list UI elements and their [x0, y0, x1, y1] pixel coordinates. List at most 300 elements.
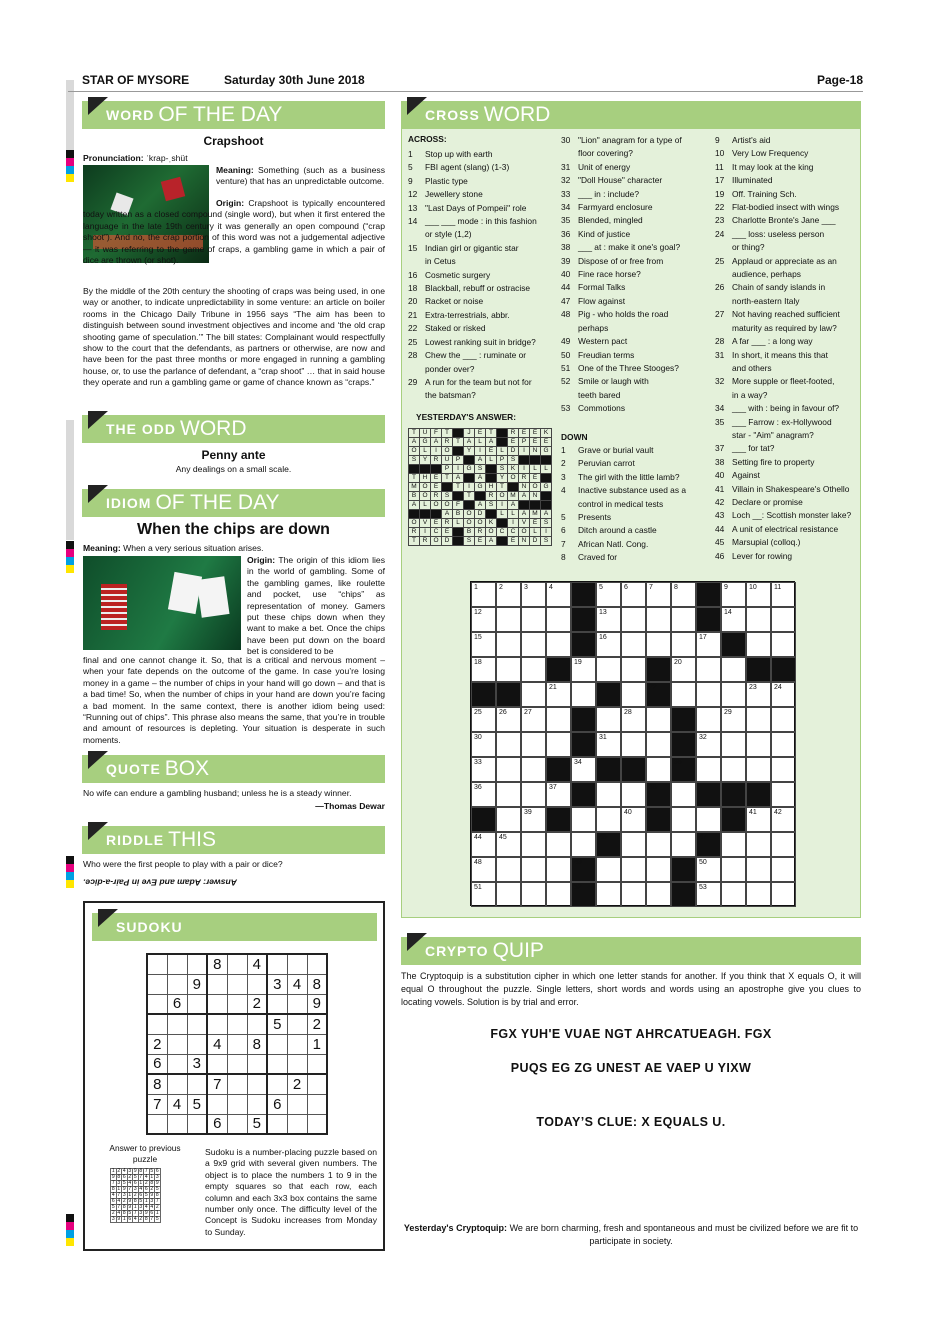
sudoku-cell[interactable]	[287, 1014, 307, 1034]
crossword-cell[interactable]	[496, 857, 521, 882]
sudoku-cell[interactable]	[227, 1054, 247, 1074]
sudoku-cell[interactable]: 3	[187, 1054, 207, 1074]
crossword-cell[interactable]	[746, 632, 771, 657]
answer-cell	[453, 537, 464, 546]
clue-number: 44	[715, 523, 725, 534]
crossword-cell[interactable]	[771, 832, 796, 857]
crossword-cell[interactable]	[496, 882, 521, 907]
crossword-cell[interactable]	[646, 857, 671, 882]
crossword-cell[interactable]	[596, 857, 621, 882]
crossword-cell[interactable]	[546, 782, 571, 807]
sudoku-cell[interactable]	[187, 1014, 207, 1034]
crossword-cell[interactable]	[621, 607, 646, 632]
sudoku-cell[interactable]: 3	[267, 974, 287, 994]
crossword-cell[interactable]	[546, 632, 571, 657]
crossword-cell[interactable]	[696, 882, 721, 907]
sudoku-cell[interactable]	[147, 1014, 167, 1034]
clue	[715, 228, 857, 241]
sudoku-cell[interactable]: 1	[307, 1034, 327, 1054]
crossword-cell[interactable]	[496, 732, 521, 757]
clue-text: or thing?	[732, 242, 765, 253]
crossword-cell[interactable]	[696, 657, 721, 682]
crossword-cell[interactable]	[646, 732, 671, 757]
sudoku-cell[interactable]: 8	[207, 954, 227, 974]
clue-number: 51	[561, 362, 571, 373]
cell-number: 41	[749, 809, 757, 816]
clue-text: Peruvian carrot	[578, 458, 635, 469]
clue-number: 12	[408, 189, 418, 200]
crossword-cell[interactable]	[471, 857, 496, 882]
sudoku-cell[interactable]	[287, 1054, 307, 1074]
sudoku-cell[interactable]	[167, 1074, 187, 1094]
crossword-cell[interactable]	[471, 607, 496, 632]
cell-number: 51	[474, 884, 482, 891]
crossword-cell[interactable]	[771, 807, 796, 832]
answer-cell: B	[464, 528, 475, 537]
crossword-cell[interactable]	[596, 782, 621, 807]
crossword-cell[interactable]	[746, 607, 771, 632]
sudoku-cell[interactable]	[227, 1094, 247, 1114]
crossword-cell[interactable]	[621, 882, 646, 907]
sudoku-cell[interactable]	[227, 1034, 247, 1054]
crossword-cell[interactable]	[596, 707, 621, 732]
sudoku-cell[interactable]	[307, 1114, 327, 1134]
sudoku-cell[interactable]	[207, 1014, 227, 1034]
answer-cell: 1	[155, 1210, 159, 1216]
crossword-cell[interactable]	[721, 582, 746, 607]
sudoku-cell[interactable]: 5	[247, 1114, 267, 1134]
crossword-cell[interactable]	[471, 882, 496, 907]
crossword-cell[interactable]	[721, 857, 746, 882]
crossword-cell[interactable]	[646, 882, 671, 907]
crossword-cell[interactable]	[671, 582, 696, 607]
crossword-cell[interactable]	[596, 582, 621, 607]
crossword-cell[interactable]	[496, 707, 521, 732]
sudoku-cell[interactable]	[307, 954, 327, 974]
sudoku-cell[interactable]	[167, 974, 187, 994]
crossword-cell[interactable]	[646, 707, 671, 732]
crossword-cell[interactable]	[496, 632, 521, 657]
sudoku-cell[interactable]: 4	[287, 974, 307, 994]
sudoku-cell[interactable]	[207, 994, 227, 1014]
sudoku-cell[interactable]	[247, 1094, 267, 1114]
answer-cell: L	[453, 519, 464, 528]
sudoku-cell[interactable]	[167, 1054, 187, 1074]
crossword-cell[interactable]	[696, 632, 721, 657]
crossword-cell[interactable]	[596, 632, 621, 657]
answer-cell: 4	[144, 1174, 148, 1180]
sudoku-cell[interactable]	[247, 1054, 267, 1074]
crossword-cell[interactable]	[546, 682, 571, 707]
crossword-grid[interactable]	[470, 581, 795, 906]
answer-cell: O	[409, 519, 420, 528]
crossword-cell[interactable]	[521, 882, 546, 907]
answer-cell: 1	[117, 1186, 121, 1192]
crossword-cell[interactable]	[721, 682, 746, 707]
crossword-cell[interactable]	[521, 707, 546, 732]
sudoku-cell[interactable]	[267, 954, 287, 974]
sudoku-cell[interactable]	[147, 954, 167, 974]
answer-cell: N	[530, 447, 541, 456]
clue-text: ___ in : include?	[578, 188, 639, 199]
crossword-cell[interactable]	[496, 782, 521, 807]
crossword-cell[interactable]	[621, 657, 646, 682]
answer-cell: 5	[128, 1210, 132, 1216]
clue-number: 29	[408, 376, 418, 387]
sudoku-cell[interactable]	[167, 1114, 187, 1134]
answer-cell: L	[541, 465, 552, 474]
cell-number: 53	[699, 884, 707, 891]
sudoku-cell[interactable]	[247, 1014, 267, 1034]
clue-text: Racket or noise	[425, 296, 484, 307]
clue-number: 37	[715, 443, 725, 454]
clue-text: Cosmetic surgery	[425, 269, 491, 280]
sudoku-cell[interactable]	[267, 1034, 287, 1054]
cell-number: 13	[599, 609, 607, 616]
clue-text: In short, it means this that	[732, 349, 828, 360]
crossword-cell[interactable]	[596, 882, 621, 907]
sudoku-cell[interactable]	[187, 954, 207, 974]
sudoku-cell[interactable]	[307, 1094, 327, 1114]
crossword-cell[interactable]	[521, 832, 546, 857]
sudoku-cell[interactable]: 4	[207, 1034, 227, 1054]
black-square	[571, 782, 596, 807]
crossword-cell[interactable]	[496, 657, 521, 682]
crossword-cell[interactable]	[521, 807, 546, 832]
cell-number: 29	[724, 709, 732, 716]
answer-cell: 6	[155, 1168, 159, 1174]
crossword-cell[interactable]	[646, 632, 671, 657]
issue-date: Saturday 30th June 2018	[224, 73, 365, 87]
sudoku-cell[interactable]: 2	[247, 994, 267, 1014]
sudoku-cell[interactable]	[267, 1054, 287, 1074]
crossword-cell[interactable]	[546, 607, 571, 632]
crossword-cell[interactable]	[721, 707, 746, 732]
crossword-cell[interactable]	[546, 857, 571, 882]
sudoku-cell[interactable]	[227, 974, 247, 994]
crossword-cell[interactable]	[471, 832, 496, 857]
crossword-cell[interactable]	[521, 782, 546, 807]
answer-cell: E	[431, 483, 442, 492]
sudoku-cell[interactable]	[267, 994, 287, 1014]
crossword-cell[interactable]	[496, 607, 521, 632]
answer-cell: 4	[117, 1198, 121, 1204]
crossword-cell[interactable]	[671, 682, 696, 707]
clue-number: 40	[561, 269, 571, 280]
crossword-cell[interactable]	[671, 607, 696, 632]
sudoku-cell[interactable]: 5	[187, 1094, 207, 1114]
crossword-cell[interactable]	[471, 707, 496, 732]
across-label: ACROSS:	[408, 134, 447, 144]
crossword-cell[interactable]	[746, 707, 771, 732]
sudoku-cell[interactable]	[167, 954, 187, 974]
crossword-cell[interactable]	[646, 832, 671, 857]
answer-cell: 1	[122, 1216, 126, 1222]
clue	[561, 308, 709, 321]
crossword-cell[interactable]	[746, 857, 771, 882]
sudoku-cell[interactable]: 6	[267, 1094, 287, 1114]
crossword-cell[interactable]	[546, 582, 571, 607]
answer-cell: F	[431, 429, 442, 438]
crossword-cell[interactable]	[471, 582, 496, 607]
clue-number: 5	[561, 512, 566, 523]
sudoku-cell[interactable]: 9	[187, 974, 207, 994]
crossword-cell[interactable]	[571, 832, 596, 857]
crossword-cell[interactable]	[696, 807, 721, 832]
sudoku-cell[interactable]: 4	[167, 1094, 187, 1114]
answer-cell: G	[541, 447, 552, 456]
crossword-cell[interactable]	[721, 732, 746, 757]
sudoku-cell[interactable]	[207, 974, 227, 994]
crossword-cell[interactable]	[521, 757, 546, 782]
crossword-cell[interactable]	[621, 807, 646, 832]
crossword-cell[interactable]	[696, 732, 721, 757]
answer-cell: T	[442, 474, 453, 483]
clue	[561, 241, 709, 254]
crossword-cell[interactable]	[521, 857, 546, 882]
crossword-cell[interactable]	[646, 582, 671, 607]
crossword-cell[interactable]	[746, 832, 771, 857]
page-number: Page-18	[816, 73, 863, 87]
answer-cell	[431, 465, 442, 474]
black-square	[721, 782, 746, 807]
sudoku-cell[interactable]	[207, 1054, 227, 1074]
sudoku-cell[interactable]: 2	[147, 1034, 167, 1054]
crossword-cell[interactable]	[671, 632, 696, 657]
black-square	[671, 882, 696, 907]
crossword-cell[interactable]	[471, 757, 496, 782]
sudoku-cell[interactable]: 7	[207, 1074, 227, 1094]
sudoku-cell[interactable]	[227, 954, 247, 974]
sudoku-cell[interactable]: 9	[307, 994, 327, 1014]
answer-cell: 5	[122, 1180, 126, 1186]
black-square	[596, 832, 621, 857]
crossword-cell[interactable]	[521, 582, 546, 607]
sudoku-cell[interactable]	[227, 1114, 247, 1134]
crossword-cell[interactable]	[646, 607, 671, 632]
crossword-cell[interactable]	[771, 782, 796, 807]
crossword-cell[interactable]	[771, 607, 796, 632]
cell-number: 16	[599, 634, 607, 641]
crossword-cell[interactable]	[671, 782, 696, 807]
crossword-cell[interactable]	[621, 732, 646, 757]
sudoku-cell[interactable]	[267, 1114, 287, 1134]
crossword-cell[interactable]	[771, 857, 796, 882]
crossword-cell[interactable]	[746, 682, 771, 707]
clue	[408, 255, 553, 268]
crossword-cell[interactable]	[696, 757, 721, 782]
crossword-cell[interactable]	[746, 582, 771, 607]
crossword-cell[interactable]	[596, 657, 621, 682]
crossword-cell[interactable]	[746, 757, 771, 782]
sudoku-cell[interactable]	[187, 1114, 207, 1134]
crossword-cell[interactable]	[746, 807, 771, 832]
sudoku-cell[interactable]	[287, 954, 307, 974]
black-square	[646, 657, 671, 682]
sudoku-cell[interactable]	[147, 994, 167, 1014]
sudoku-cell[interactable]: 8	[307, 974, 327, 994]
crossword-cell[interactable]	[546, 832, 571, 857]
crossword-cell[interactable]	[696, 857, 721, 882]
answer-cell: T	[409, 537, 420, 546]
answer-cell: M	[409, 483, 420, 492]
sudoku-cell[interactable]: 6	[207, 1114, 227, 1134]
crossword-cell[interactable]	[571, 807, 596, 832]
clue-number: 19	[715, 188, 725, 199]
sudoku-cell[interactable]	[187, 1074, 207, 1094]
crossword-cell[interactable]	[596, 732, 621, 757]
crossword-cell[interactable]	[521, 732, 546, 757]
crossword-cell[interactable]	[621, 582, 646, 607]
sudoku-cell[interactable]	[287, 1094, 307, 1114]
answer-cell	[530, 456, 541, 465]
crossword-cell[interactable]	[671, 807, 696, 832]
sudoku-cell[interactable]	[287, 1114, 307, 1134]
crossword-cell[interactable]	[621, 832, 646, 857]
answer-cell: R	[442, 519, 453, 528]
crossword-cell[interactable]	[646, 757, 671, 782]
sudoku-cell[interactable]	[307, 1074, 327, 1094]
crossword-cell[interactable]	[621, 632, 646, 657]
crossword-cell[interactable]	[496, 807, 521, 832]
answer-cell: L	[508, 510, 519, 519]
crossword-cell[interactable]	[721, 832, 746, 857]
sudoku-cell[interactable]	[167, 1014, 187, 1034]
crossword-cell[interactable]	[471, 732, 496, 757]
crossword-cell[interactable]	[496, 757, 521, 782]
sudoku-cell[interactable]: 8	[147, 1074, 167, 1094]
crossword-cell[interactable]	[746, 882, 771, 907]
crossword-cell[interactable]	[771, 757, 796, 782]
crossword-cell[interactable]	[521, 632, 546, 657]
crossword-cell[interactable]	[521, 657, 546, 682]
crossword-cell[interactable]	[521, 607, 546, 632]
clue-number: 24	[715, 228, 725, 239]
clue-number	[408, 363, 425, 376]
crossword-cell[interactable]	[621, 707, 646, 732]
sudoku-cell[interactable]	[227, 1074, 247, 1094]
crossword-cell[interactable]	[571, 757, 596, 782]
crossword-cell[interactable]	[696, 707, 721, 732]
crossword-cell[interactable]	[696, 682, 721, 707]
clue-text: Stop up with earth	[425, 149, 493, 159]
sudoku-cell[interactable]	[187, 994, 207, 1014]
sudoku-cell[interactable]	[287, 1034, 307, 1054]
clue-text: Very Low Frequency	[732, 148, 809, 159]
sudoku-cell[interactable]	[227, 994, 247, 1014]
crossword-cell[interactable]	[596, 607, 621, 632]
clue	[715, 281, 857, 294]
sudoku-cell[interactable]	[247, 974, 267, 994]
crossword-cell[interactable]	[721, 607, 746, 632]
clue-number: 40	[715, 470, 725, 481]
sudoku-cell[interactable]: 2	[307, 1014, 327, 1034]
crossword-cell[interactable]	[471, 657, 496, 682]
sudoku-cell[interactable]: 5	[267, 1014, 287, 1034]
head-a: WORD	[106, 107, 155, 123]
crossword-cell[interactable]	[546, 732, 571, 757]
sudoku-grid[interactable]	[146, 953, 328, 1135]
sudoku-cell[interactable]	[167, 1034, 187, 1054]
cell-number: 23	[749, 684, 757, 691]
crossword-cell[interactable]	[621, 782, 646, 807]
sudoku-cell[interactable]	[147, 1114, 167, 1134]
clue	[561, 201, 709, 214]
crossword-cell[interactable]	[621, 682, 646, 707]
crossword-cell[interactable]	[621, 857, 646, 882]
crossword-cell[interactable]	[721, 757, 746, 782]
cell-number: 17	[699, 634, 707, 641]
sudoku-cell[interactable]	[187, 1034, 207, 1054]
sudoku-cell[interactable]: 6	[147, 1054, 167, 1074]
sudoku-cell[interactable]	[147, 974, 167, 994]
crossword-cell[interactable]	[471, 782, 496, 807]
sudoku-cell[interactable]	[207, 1094, 227, 1114]
crossword-cell[interactable]	[546, 882, 571, 907]
crossword-cell[interactable]	[571, 682, 596, 707]
sudoku-cell[interactable]	[307, 1054, 327, 1074]
clue-number: 42	[715, 496, 725, 507]
crossword-cell[interactable]	[771, 582, 796, 607]
crossword-cell[interactable]	[771, 882, 796, 907]
crossword-cell[interactable]	[721, 882, 746, 907]
crossword-cell[interactable]	[571, 657, 596, 682]
sudoku-cell[interactable]	[247, 1074, 267, 1094]
answer-cell: 4	[122, 1168, 126, 1174]
crossword-cell[interactable]	[596, 807, 621, 832]
crossword-cell[interactable]	[771, 632, 796, 657]
crossword-cell[interactable]	[746, 732, 771, 757]
clue	[561, 188, 709, 201]
crossword-cell[interactable]	[496, 832, 521, 857]
clue-text: Kind of justice	[578, 228, 631, 239]
sudoku-cell[interactable]	[267, 1074, 287, 1094]
sudoku-cell[interactable]: 7	[147, 1094, 167, 1114]
answer-cell	[453, 492, 464, 501]
crossword-cell[interactable]	[496, 582, 521, 607]
cell-number: 30	[474, 734, 482, 741]
crossword-cell[interactable]	[671, 657, 696, 682]
clue-number: 17	[715, 175, 725, 186]
clue-text: Staked or risked	[425, 323, 486, 334]
answer-cell: R	[442, 438, 453, 447]
crossword-cell[interactable]	[771, 707, 796, 732]
sudoku-cell[interactable]: 4	[247, 954, 267, 974]
sudoku-cell[interactable]	[227, 1014, 247, 1034]
answer-cell: G	[464, 465, 475, 474]
sudoku-cell[interactable]: 8	[247, 1034, 267, 1054]
page-header	[68, 70, 863, 92]
crossword-cell[interactable]	[671, 832, 696, 857]
crossword-cell[interactable]	[471, 632, 496, 657]
crossword-cell[interactable]	[771, 682, 796, 707]
clue-text: FBI agent (slang) (1-3)	[425, 162, 510, 173]
clue-text: Blackball, rebuff or ostracise	[425, 283, 531, 294]
black-square	[571, 732, 596, 757]
sudoku-cell[interactable]	[287, 994, 307, 1014]
clue-text: Formal Talks	[578, 282, 626, 293]
clue-text: Unit of energy	[578, 161, 631, 172]
crossword-cell[interactable]	[721, 657, 746, 682]
sudoku-cell[interactable]: 6	[167, 994, 187, 1014]
sudoku-cell[interactable]: 2	[287, 1074, 307, 1094]
cell-number: 19	[574, 659, 582, 666]
crossword-cell[interactable]	[546, 707, 571, 732]
clue	[715, 469, 857, 482]
crossword-cell[interactable]	[771, 732, 796, 757]
answer-cell: 2	[122, 1198, 126, 1204]
crossword-cell[interactable]	[521, 682, 546, 707]
